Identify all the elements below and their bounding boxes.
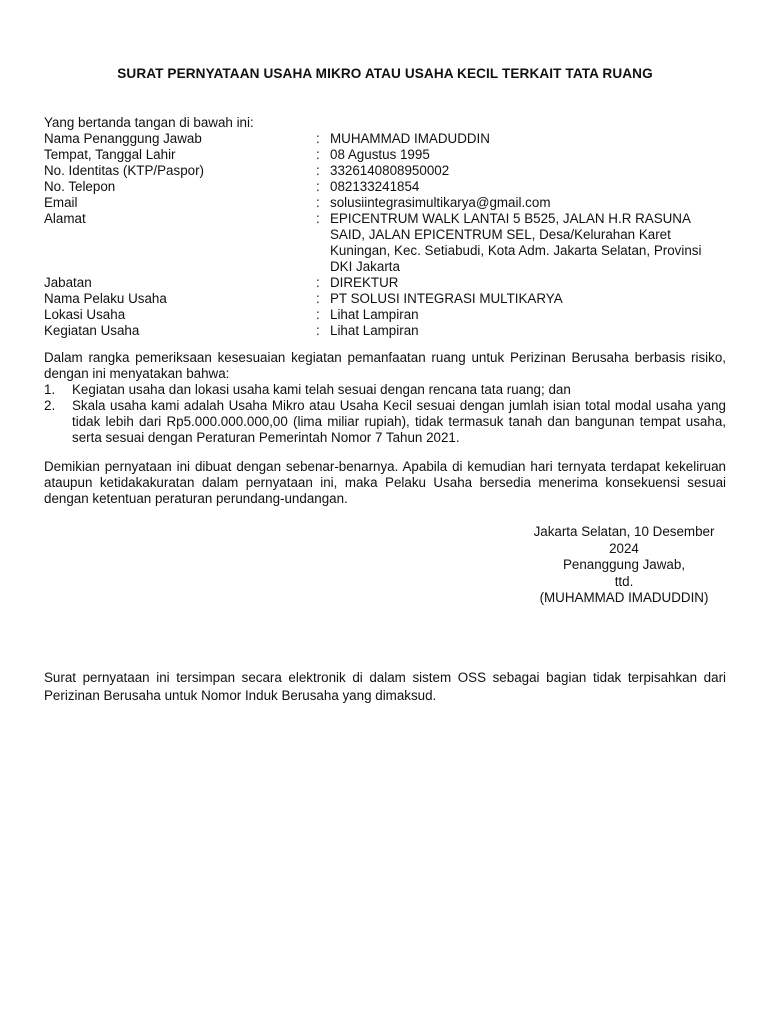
field-separator: : xyxy=(316,275,320,290)
field-separator: : xyxy=(316,147,320,162)
field-label: No. Identitas (KTP/Paspor) xyxy=(44,163,205,178)
field-label: Jabatan xyxy=(44,275,92,290)
field-value: 3326140808950002 xyxy=(330,163,450,178)
list-number: 1. xyxy=(44,382,56,397)
closing-paragraph: Demikian pernyataan ini dibuat dengan sebenar-benarnya. Apabila di kemudian hari ternyata terdapat kekeliruan ataupun ketidakakuratan dalam pernyataan ini, maka Pelaku Usaha bersedia menerima konsekuensi sesuai dengan ketentuan peraturan perundang-undangan. xyxy=(44,459,726,506)
document-title: SURAT PERNYATAAN USAHA MIKRO ATAU USAHA KECIL TERKAIT TATA RUANG xyxy=(117,66,653,81)
field-separator: : xyxy=(316,323,320,338)
signature-name: (MUHAMMAD IMADUDDIN) xyxy=(539,590,709,605)
field-separator: : xyxy=(316,179,320,194)
field-value: 08 Agustus 1995 xyxy=(330,147,430,162)
field-value: PT SOLUSI INTEGRASI MULTIKARYA xyxy=(330,291,563,306)
field-label: Kegiatan Usaha xyxy=(44,323,140,338)
field-separator: : xyxy=(316,163,320,178)
signature-role: Penanggung Jawab, xyxy=(562,557,686,572)
field-separator: : xyxy=(316,307,320,322)
field-row-no-telepon xyxy=(44,179,726,195)
field-separator: : xyxy=(316,211,320,226)
field-value: MUHAMMAD IMADUDDIN xyxy=(330,131,490,146)
field-value: Lihat Lampiran xyxy=(330,307,419,322)
field-separator: : xyxy=(316,131,320,146)
field-row-nama-pelaku-usaha xyxy=(44,291,726,307)
field-value: DIREKTUR xyxy=(330,275,399,290)
field-value: EPICENTRUM WALK LANTAI 5 B525, JALAN H.R RASUNA SAID, JALAN EPICENTRUM SEL, Desa/Kelurahan Karet Kuningan, Kec. Setiabudi, Kota Adm. Jakarta Selatan, Provinsi DKI Jakarta xyxy=(330,211,702,274)
field-value: 082133241854 xyxy=(330,179,420,194)
field-label: Email xyxy=(44,195,78,210)
identity-fields xyxy=(44,131,726,339)
statement-paragraph: Dalam rangka pemeriksaan kesesuaian kegiatan pemanfaatan ruang untuk Perizinan Berusaha berbasis risiko, dengan ini menyatakan bahwa: xyxy=(44,350,726,381)
field-value: Lihat Lampiran xyxy=(330,323,419,338)
field-separator: : xyxy=(316,291,320,306)
field-label: Tempat, Tanggal Lahir xyxy=(44,147,176,162)
field-value: solusiintegrasimultikarya@gmail.com xyxy=(330,195,551,210)
footer-note: Surat pernyataan ini tersimpan secara elektronik di dalam sistem OSS sebagai bagian tidak terpisahkan dari Perizinan Berusaha untuk Nomor Induk Berusaha yang dimaksud. xyxy=(44,670,726,703)
document-page xyxy=(44,0,726,1024)
field-row-alamat xyxy=(44,211,726,275)
list-item-text: Kegiatan usaha dan lokasi usaha kami telah sesuai dengan rencana tata ruang; dan xyxy=(72,382,571,397)
field-row-nama-penanggung-jawab xyxy=(44,131,726,147)
list-number: 2. xyxy=(44,398,56,413)
intro-text: Yang bertanda tangan di bawah ini: xyxy=(44,115,254,130)
field-label: No. Telepon xyxy=(44,179,116,194)
field-label: Lokasi Usaha xyxy=(44,307,126,322)
list-item xyxy=(44,382,726,398)
field-row-email xyxy=(44,195,726,211)
field-label: Nama Pelaku Usaha xyxy=(44,291,167,306)
field-row-no-identitas xyxy=(44,163,726,179)
field-row-jabatan xyxy=(44,275,726,291)
signature-place-date: Jakarta Selatan, 10 Desember 2024 xyxy=(533,524,715,556)
field-row-kegiatan-usaha xyxy=(44,323,726,339)
list-item xyxy=(44,398,726,446)
field-row-lokasi-usaha xyxy=(44,307,726,323)
field-label: Nama Penanggung Jawab xyxy=(44,131,202,146)
statement-list xyxy=(44,382,726,446)
signature-ttd: ttd. xyxy=(614,573,634,589)
list-item-text: Skala usaha kami adalah Usaha Mikro atau Usaha Kecil sesuai dengan jumlah isian total modal usaha yang tidak lebih dari Rp5.000.000.000,00 (lima miliar rupiah), tidak termasuk tanah dan bangunan tempat usaha, serta sesuai dengan Peraturan Pemerintah Nomor 7 Tahun 2021. xyxy=(72,398,726,445)
field-separator: : xyxy=(316,195,320,210)
signature-block xyxy=(522,524,726,607)
field-row-tempat-tanggal-lahir xyxy=(44,147,726,163)
field-label: Alamat xyxy=(44,211,86,226)
